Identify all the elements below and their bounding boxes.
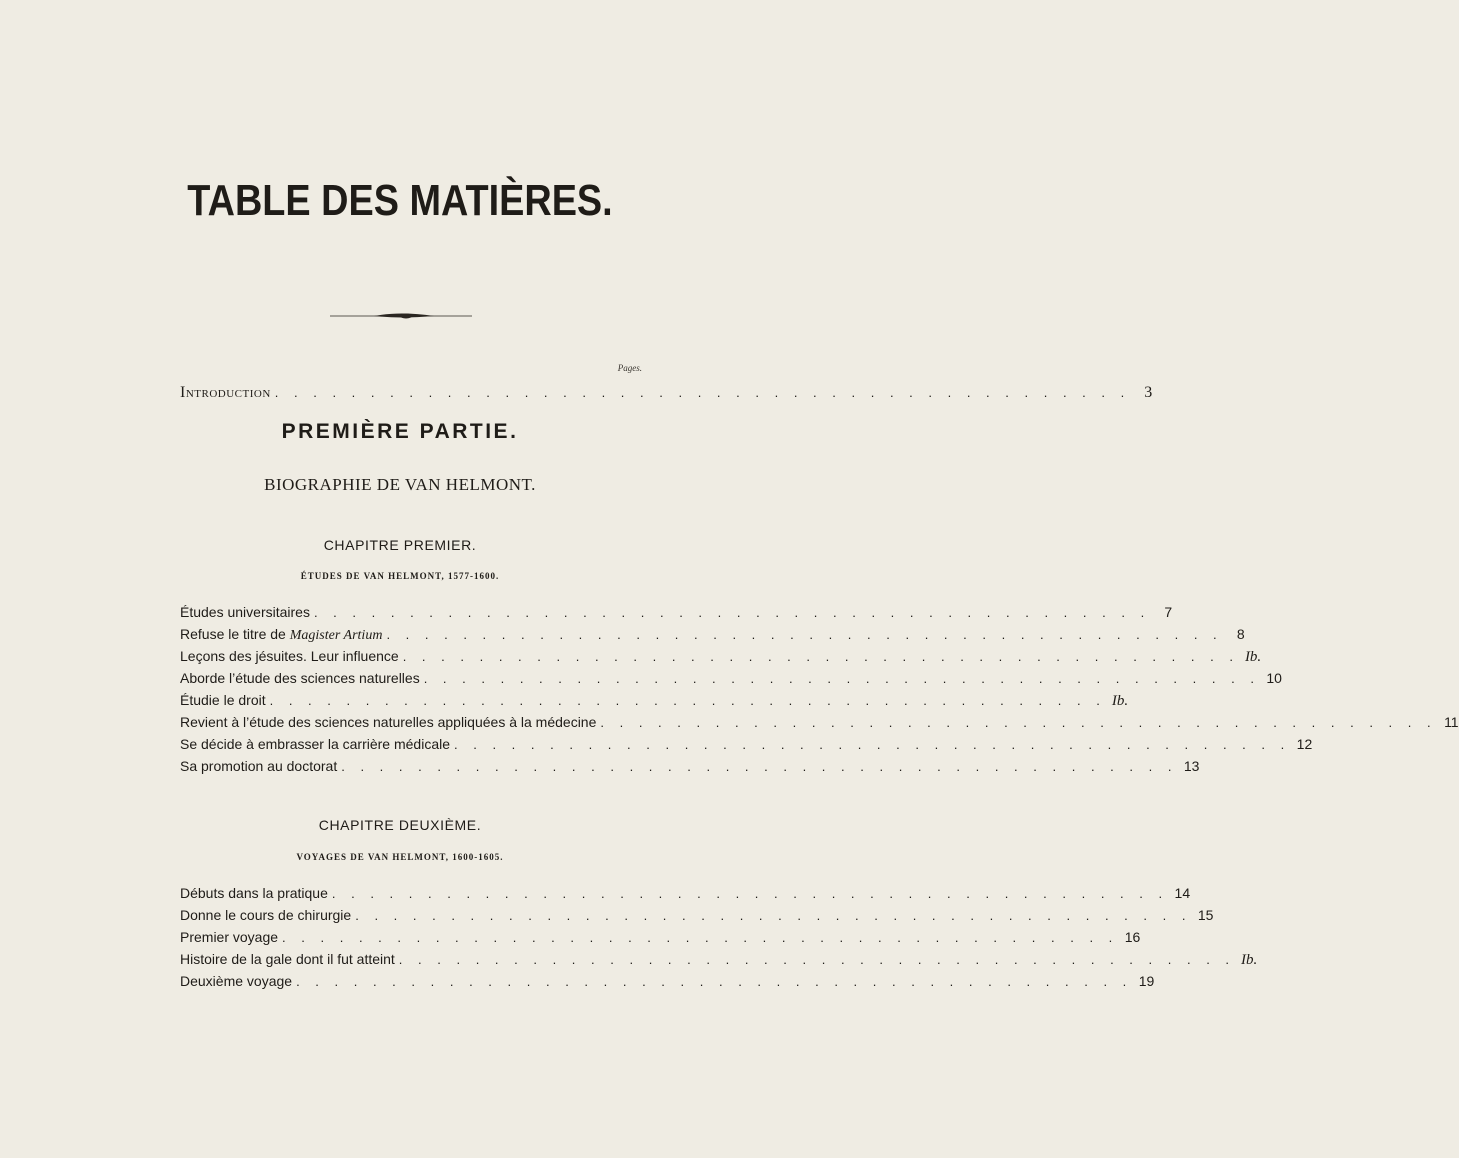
dot-leader: . . . . . . . . . . . . . . . . . . . . . . . . . . . . . . . . . . . . . . . . . . . . bbox=[269, 693, 1106, 708]
part-subtitle: BIOGRAPHIE DE VAN HELMONT. bbox=[264, 475, 536, 494]
toc-entry-page: Ib. bbox=[1111, 693, 1129, 709]
toc-entry-label: Aborde l’étude des sciences naturelles bbox=[180, 670, 420, 686]
toc-entry-label: Deuxième voyage bbox=[180, 973, 293, 989]
toc-entry[interactable] bbox=[180, 973, 1155, 995]
toc-entry-introduction[interactable] bbox=[180, 384, 1153, 406]
toc-entry-label: Se décide à embrasser la carrière médicale bbox=[180, 736, 451, 752]
toc-entry-page: 15 bbox=[1197, 907, 1214, 923]
chapter-1-title: CHAPITRE PREMIER. bbox=[323, 537, 477, 553]
toc-entry[interactable] bbox=[180, 951, 1258, 973]
toc-entry-label: Leçons des jésuites. Leur influence bbox=[180, 648, 399, 664]
toc-entry-page: 19 bbox=[1138, 973, 1155, 989]
toc-entry-label: Introduction bbox=[180, 384, 271, 401]
dot-leader: . . . . . . . . . . . . . . . . . . . . . . . . . . . . . . . . . . . . . . . . . . . . bbox=[341, 759, 1178, 774]
chapter-2-title: CHAPITRE DEUXIÈME. bbox=[318, 817, 482, 833]
dot-leader: . . . . . . . . . . . . . . . . . . . . . . . . . . . . . . . . . . . . . . . . . . . . bbox=[282, 930, 1119, 945]
toc-entry-page: 3 bbox=[1144, 384, 1153, 401]
toc-entry-label: Sa promotion au doctorat bbox=[180, 758, 338, 774]
toc-entry-page: 14 bbox=[1174, 885, 1191, 901]
dot-leader: . . . . . . . . . . . . . . . . . . . . . . . . . . . . . . . . . . . . . . . . . . . . bbox=[331, 886, 1169, 901]
toc-entry[interactable] bbox=[180, 885, 1191, 907]
toc-entry[interactable] bbox=[180, 929, 1141, 951]
dot-leader: . . . . . . . . . . . . . . . . . . . . . . . . . . . . . . . . . . . . . . . . . . . . bbox=[386, 627, 1223, 642]
toc-entry[interactable] bbox=[180, 604, 1173, 626]
toc-entry-page: Ib. bbox=[1244, 649, 1262, 665]
page-title: TABLE DES MATIÈRES. bbox=[187, 176, 613, 225]
toc-entry[interactable] bbox=[180, 626, 1245, 648]
toc-entry[interactable] bbox=[180, 758, 1200, 780]
toc-entry-page: 12 bbox=[1296, 736, 1313, 752]
toc-entry-label: Débuts dans la pratique bbox=[180, 885, 328, 901]
ornament-divider-icon bbox=[330, 311, 472, 321]
pages-column-label: Pages. bbox=[617, 363, 642, 373]
toc-entry[interactable] bbox=[180, 692, 1129, 714]
toc-entry-label: Refuse le titre de Magister Artium bbox=[180, 626, 383, 643]
dot-leader: . . . . . . . . . . . . . . . . . . . . . . . . . . . . . . . . . . . . . . . . . . . . bbox=[423, 671, 1260, 686]
part-title: PREMIÈRE PARTIE. bbox=[281, 420, 519, 443]
toc-entry-label: Revient à l’étude des sciences naturelles appliquées à la médecine bbox=[180, 714, 597, 730]
dot-leader: . . . . . . . . . . . . . . . . . . . . . . . . . . . . . . . . . . . . . . . . . . . . bbox=[398, 952, 1236, 967]
toc-entry-page: 11 bbox=[1444, 714, 1459, 730]
dot-leader: . . . . . . . . . . . . . . . . . . . . . . . . . . . . . . . . . . . . . . . . . . . . bbox=[296, 974, 1133, 989]
toc-entry[interactable] bbox=[180, 907, 1214, 929]
dot-leader: . . . . . . . . . . . . . . . . . . . . . . . . . . . . . . . . . . . . . . . . . . . . . bbox=[274, 385, 1131, 400]
chapter-1-subtitle: ÉTUDES DE VAN HELMONT, 1577-1600. bbox=[300, 571, 500, 581]
toc-entry-page: Ib. bbox=[1241, 952, 1258, 968]
chapter-2-subtitle: VOYAGES DE VAN HELMONT, 1600-1605. bbox=[296, 852, 504, 862]
toc-entry[interactable] bbox=[180, 714, 1459, 736]
toc-entry-label: Études universitaires bbox=[180, 604, 310, 620]
toc-entry-page: 13 bbox=[1183, 758, 1200, 774]
toc-entry-page: 10 bbox=[1266, 670, 1282, 686]
toc-entry-label: Histoire de la gale dont il fut atteint bbox=[180, 951, 395, 967]
toc-entry-page: 7 bbox=[1164, 604, 1173, 620]
toc-entry-page: 16 bbox=[1124, 929, 1141, 945]
toc-entry-label: Premier voyage bbox=[180, 929, 279, 945]
dot-leader: . . . . . . . . . . . . . . . . . . . . . . . . . . . . . . . . . . . . . . . . . . . . bbox=[600, 715, 1437, 730]
dot-leader: . . . . . . . . . . . . . . . . . . . . . . . . . . . . . . . . . . . . . . . . . . . . bbox=[355, 908, 1192, 923]
toc-entry[interactable] bbox=[180, 648, 1262, 670]
toc-entry[interactable] bbox=[180, 736, 1313, 758]
toc-entry-page: 8 bbox=[1236, 626, 1245, 642]
dot-leader: . . . . . . . . . . . . . . . . . . . . . . . . . . . . . . . . . . . . . . . . . . . . bbox=[454, 737, 1291, 752]
toc-entry-label: Donne le cours de chirurgie bbox=[180, 907, 352, 923]
dot-leader: . . . . . . . . . . . . . . . . . . . . . . . . . . . . . . . . . . . . . . . . . . . . bbox=[313, 605, 1151, 620]
toc-entry-label: Étudie le droit bbox=[180, 692, 266, 708]
toc-entry[interactable] bbox=[180, 670, 1282, 692]
dot-leader: . . . . . . . . . . . . . . . . . . . . . . . . . . . . . . . . . . . . . . . . . . . . bbox=[402, 649, 1239, 664]
